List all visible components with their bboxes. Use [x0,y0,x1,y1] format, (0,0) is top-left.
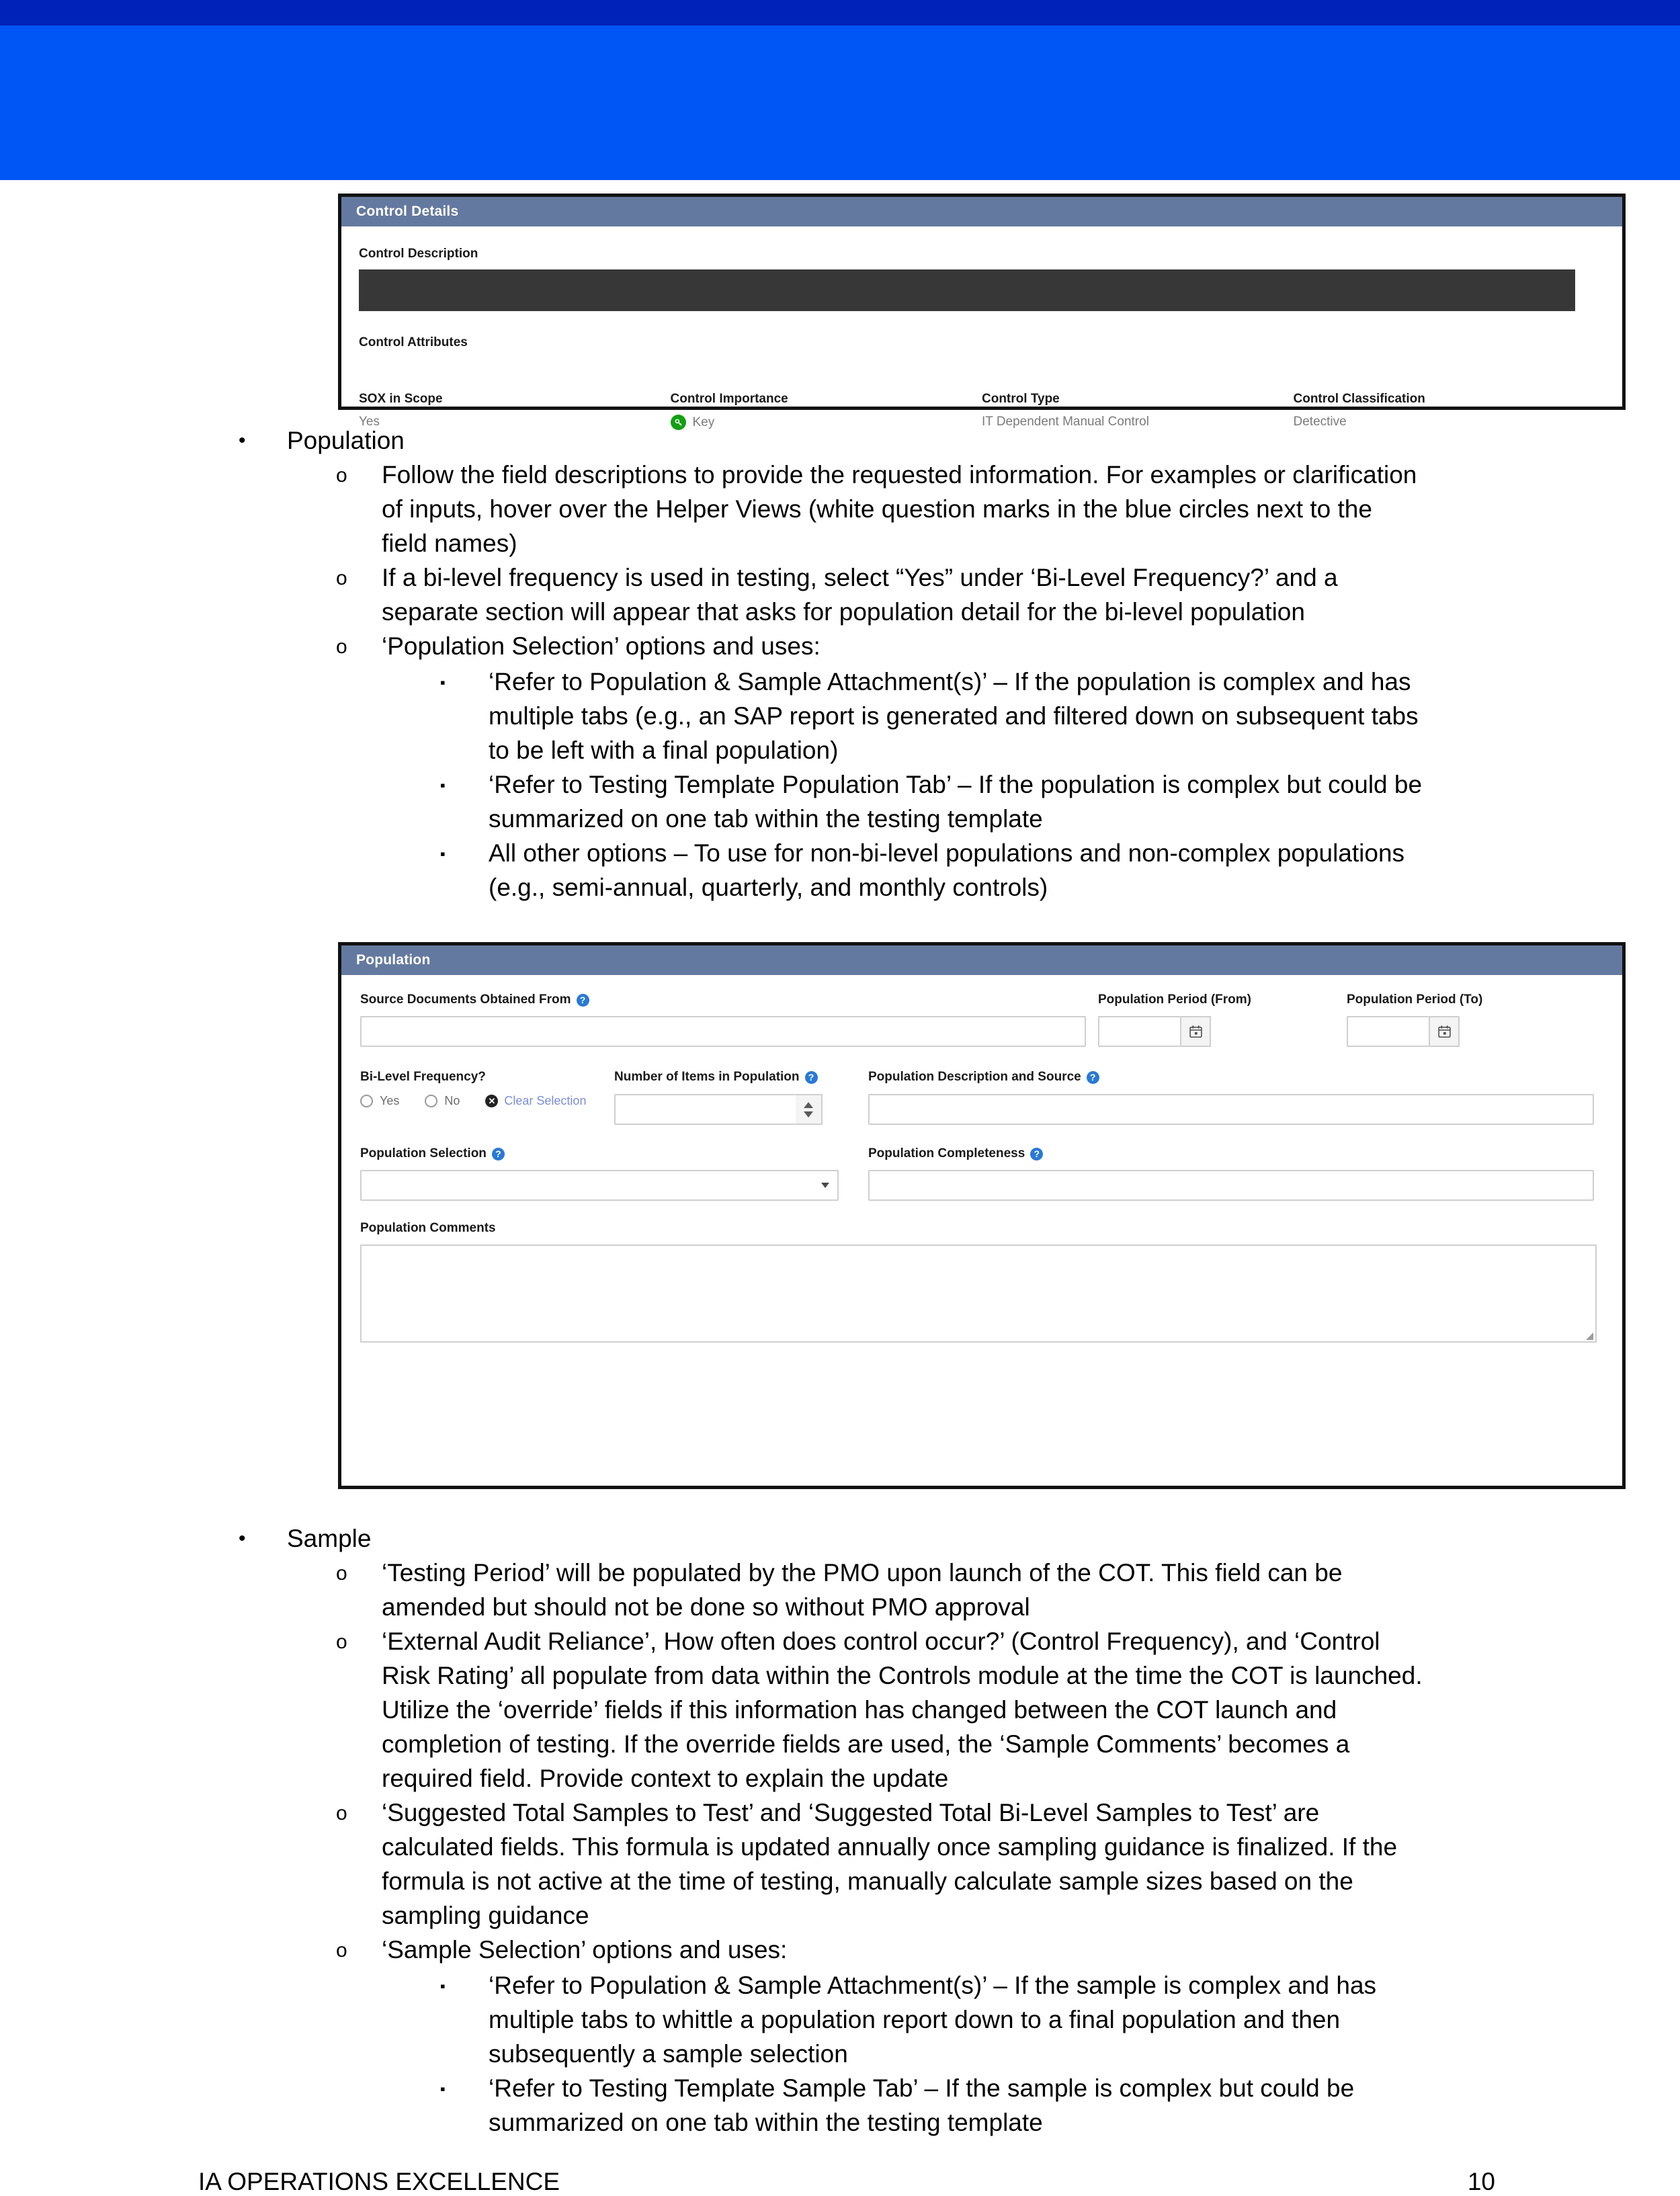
population-description-source-label-text: Population Description and Source [868,1070,1081,1084]
control-description-label: Control Description [359,247,478,261]
sample-item-text: ‘Testing Period’ will be populated by the PMO upon launch of the COT. This field can be amended but should not be done so without PMO approval [382,1559,1343,1621]
population-selection-label-text: Population Selection [360,1146,487,1160]
quantity-stepper[interactable] [796,1094,823,1125]
population-completeness-label-text: Population Completeness [868,1146,1025,1160]
help-icon[interactable]: ? [805,1071,818,1084]
clear-circle-x-icon: ✕ [485,1095,498,1107]
footer-title: IA OPERATIONS EXCELLENCE [198,2168,560,2195]
list-item [0,1556,1680,1624]
radio-option-no[interactable] [425,1094,460,1108]
population-description-source-input[interactable] [868,1094,1594,1125]
population-period-from-input[interactable] [1098,1016,1180,1047]
population-comments-textarea[interactable] [360,1244,1597,1343]
radio-option-yes[interactable] [360,1094,399,1108]
population-item-text: Follow the field descriptions to provide the requested information. For examples or clarification of inputs, hover over the Helper Views (white question marks in the blue circles next to the field names) [382,461,1417,557]
population-form-body [341,975,1622,1343]
bi-level-frequency-label: Bi-Level Frequency? [360,1070,486,1084]
population-panel-header [341,945,1622,975]
population-description-source-field [868,1070,1601,1125]
population-form-row-1 [360,993,1603,1047]
clear-selection-label: Clear Selection [504,1094,587,1107]
bi-level-frequency-options [360,1094,614,1108]
number-of-items-label [614,1070,818,1085]
population-panel-title: Population [356,952,431,968]
number-of-items-control [614,1094,868,1125]
list-item [0,665,1680,767]
sample-sub-item-text: ‘Refer to Testing Template Sample Tab’ – If the sample is complex but could be summarized on one tab within the testing template [489,2074,1355,2136]
list-item [0,2071,1680,2140]
banner-top-strip [0,0,1680,26]
stepper-up-icon[interactable] [804,1102,813,1108]
list-item [0,458,1680,560]
outline-population-section [0,423,1680,904]
number-of-items-input[interactable] [614,1094,796,1125]
bullet-level2: o [336,1802,347,1824]
list-item [0,1624,1680,1796]
page-number: 10 [1467,2168,1495,2195]
bullet-level3: ▪ [440,777,446,794]
list-item [0,1796,1680,1933]
bullet-level3: ▪ [440,845,446,862]
population-period-to-label: Population Period (To) [1347,993,1483,1007]
radio-label: Yes [380,1094,400,1107]
list-item [0,629,1680,665]
sample-item-text: ‘Sample Selection’ options and uses: [382,1936,788,1963]
population-comments-label: Population Comments [360,1221,496,1235]
calendar-icon[interactable] [1429,1016,1460,1047]
population-form-screenshot [338,942,1626,1489]
population-completeness-label [868,1146,1043,1161]
attribute-label: Control Type [982,392,1060,406]
population-item-text: If a bi-level frequency is used in testing, select “Yes” under ‘Bi-Level Frequency?’ and a separate section will appear that asks for population detail for the bi-level population [382,564,1338,626]
sample-item-text: ‘Suggested Total Samples to Test’ and ‘Suggested Total Bi-Level Samples to Test’ are calculated fields. This formula is updated annually once sampling guidance is finalized. If the formula is not active at the time of testing, manually calculate sample sizes based on the sampling guidance [382,1799,1398,1929]
page-header-banner [0,0,1680,180]
list-item [0,1933,1680,1968]
population-comments-field [360,1221,1603,1343]
attribute-value: Key [692,415,715,429]
bi-level-frequency-field [360,1070,614,1108]
population-selection-label [360,1146,505,1161]
radio-circle-icon [360,1095,373,1107]
number-of-items-field [614,1070,868,1125]
bullet-level1: • [239,429,246,452]
sample-item-text: ‘External Audit Reliance’, How often does control occur?’ (Control Frequency), and ‘Control Risk Rating’ all populate from data within the Controls module at the time the COT is launched. Utilize the ‘override’ fields if this information has changed between the COT launch and completion of testing. If the override fields are used, the ‘Sample Comments’ becomes a required field. Provide context to explain the update [382,1628,1423,1792]
help-icon[interactable]: ? [492,1148,505,1160]
list-item [0,1521,1680,1556]
help-icon[interactable]: ? [1087,1071,1099,1084]
sample-sub-item-text: ‘Refer to Population & Sample Attachment(s)’ – If the sample is complex and has multiple tabs to whittle a population report down to a final population and then subsequently a sample selection [489,1972,1377,2068]
population-sub-item-text: All other options – To use for non-bi-level populations and non-complex populations (e.g., semi-annual, quarterly, and monthly controls) [489,839,1405,901]
population-selection-field [360,1146,868,1201]
chevron-down-icon [821,1183,829,1188]
population-sub-item-text: ‘Refer to Testing Template Population Tab’ – If the population is complex but could be summarized on one tab within the testing template [489,771,1423,833]
population-form-row-2 [360,1070,1603,1125]
bullet-level3: ▪ [440,674,446,691]
page-footer [198,2168,1495,2196]
population-period-to-input[interactable] [1347,1016,1429,1047]
population-period-from-control [1098,1016,1347,1047]
source-documents-field [360,993,1098,1047]
attribute-value: Detective [1293,415,1347,429]
attribute-value: IT Dependent Manual Control [982,415,1149,429]
clear-selection-link[interactable] [485,1094,586,1108]
list-item [0,423,1680,458]
bullet-level2: o [336,567,347,589]
attribute-label: SOX in Scope [359,392,443,406]
resize-handle-icon[interactable] [1586,1333,1593,1340]
control-details-body [341,226,1622,437]
list-item [0,560,1680,629]
bullet-level3: ▪ [440,1978,446,1994]
population-completeness-input[interactable] [868,1170,1594,1201]
control-attributes-label: Control Attributes [359,335,468,349]
bullet-level2: o [336,1631,347,1653]
help-icon[interactable]: ? [1030,1148,1043,1160]
banner-main [0,26,1680,180]
attribute-label: Control Classification [1293,392,1425,406]
control-details-screenshot [338,194,1626,429]
bullet-level2: o [336,636,347,658]
population-item-text: ‘Population Selection’ options and uses: [382,632,821,660]
list-item [0,767,1680,836]
bullet-level2: o [336,1939,347,1961]
population-period-to-field [1347,993,1595,1047]
number-of-items-label-text: Number of Items in Population [614,1070,800,1084]
outline-sample-section [0,1521,1680,2140]
population-selection-dropdown[interactable] [360,1170,839,1201]
radio-circle-icon [425,1095,437,1107]
calendar-icon[interactable] [1180,1016,1211,1047]
population-period-from-label: Population Period (From) [1098,993,1251,1007]
attribute-value: Yes [359,415,380,429]
source-documents-input[interactable] [360,1016,1086,1047]
bullet-level1: • [239,1527,246,1550]
population-period-from-field [1098,993,1347,1047]
source-documents-label-text: Source Documents Obtained From [360,993,571,1007]
control-details-title: Control Details [356,204,459,219]
source-documents-label [360,993,589,1007]
list-item [0,1968,1680,2071]
radio-label: No [444,1094,460,1107]
bullet-level2: o [336,1562,347,1585]
stepper-down-icon[interactable] [804,1111,813,1117]
help-icon[interactable]: ? [577,994,589,1007]
bullet-level3: ▪ [440,2080,446,2097]
list-item [0,836,1680,904]
attribute-label: Control Importance [670,392,788,406]
control-description-redacted-value [359,269,1575,311]
control-details-header [341,197,1622,226]
population-completeness-field [868,1146,1601,1201]
population-sub-item-text: ‘Refer to Population & Sample Attachment(s)’ – If the population is complex and has multiple tabs (e.g., an SAP report is generated and filtered down on subsequent tabs to be left with a final population) [489,668,1419,764]
sample-heading: Sample [287,1525,372,1552]
population-period-to-control [1347,1016,1595,1047]
bullet-level2: o [336,464,347,487]
population-form-row-3 [360,1146,1603,1201]
population-heading: Population [287,427,405,454]
population-description-source-label [868,1070,1099,1085]
